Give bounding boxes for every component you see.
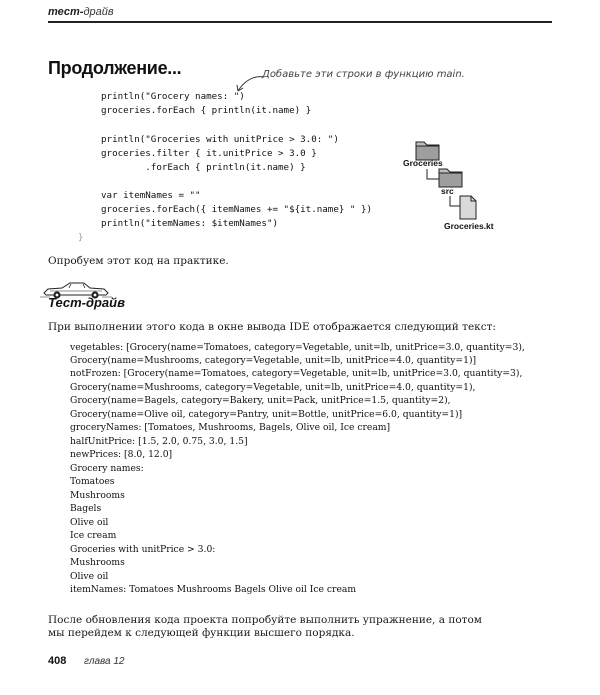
output-line: vegetables: [Grocery(name=Tomatoes, category=Vegetable, unit=lb, unitPrice=3.0, quantity=3), — [70, 342, 525, 353]
output-line: newPrices: [8.0, 12.0] — [70, 449, 173, 460]
file-icon — [460, 196, 476, 219]
output-line: notFrozen: [Grocery(name=Tomatoes, category=Vegetable, unit=lb, unitPrice=3.0, quantity=3), — [70, 368, 523, 379]
code-line: groceries.forEach { println(it.name) } — [101, 105, 312, 116]
page-number: 408 — [48, 655, 67, 667]
file-label-groceries-kt: Groceries.kt — [444, 221, 494, 231]
output-line: halfUnitPrice: [1.5, 2.0, 0.75, 3.0, 1.5] — [70, 436, 248, 447]
folder-label-src: src — [441, 186, 454, 196]
code-line: println("itemNames: $itemNames") — [101, 218, 279, 229]
closing-paragraph-line: После обновления кода проекта попробуйте выполнить упражнение, а потом — [48, 614, 482, 626]
output-line: Olive oil — [70, 517, 109, 528]
code-closing-brace: } — [78, 233, 84, 243]
folder-icon — [439, 169, 462, 187]
header-rule — [48, 21, 552, 23]
folder-label-groceries: Groceries — [403, 158, 443, 168]
output-line: Ice cream — [70, 530, 117, 541]
test-drive-intro: При выполнении этого кода в окне вывода IDE отображается следующий текст: — [48, 321, 496, 333]
output-line: Mushrooms — [70, 490, 125, 501]
output-line: Bagels — [70, 503, 102, 514]
code-line: .forEach { println(it.name) } — [101, 162, 306, 173]
output-line: Olive oil — [70, 571, 109, 582]
code-annotation: Добавьте эти строки в функцию main. — [262, 69, 465, 80]
chapter-label: глава 12 — [84, 656, 125, 667]
output-line: itemNames: Tomatoes Mushrooms Bagels Olive oil Ice cream — [70, 584, 357, 595]
closing-paragraph-line: мы перейдем к следующей функции высшего порядка. — [48, 627, 355, 639]
try-it-text: Опробуем этот код на практике. — [48, 255, 229, 267]
output-line: Grocery(name=Mushrooms, category=Vegetable, unit=lb, unitPrice=4.0, quantity=1), — [70, 382, 476, 393]
test-drive-title: Тест-драйв — [48, 295, 125, 310]
output-line: Grocery(name=Mushrooms, category=Vegetable, unit=lb, unitPrice=4.0, quantity=1)] — [70, 355, 477, 366]
output-line: Groceries with unitPrice > 3.0: — [70, 544, 216, 555]
code-line: println("Groceries with unitPrice > 3.0: ") — [101, 134, 339, 145]
header-tag-light: драйв — [83, 6, 114, 18]
folder-tree-diagram — [404, 138, 504, 233]
header-tag-bold: тест- — [48, 6, 84, 18]
output-line: Tomatoes — [70, 476, 115, 487]
output-line: Grocery(name=Bagels, category=Bakery, unit=Pack, unitPrice=1.5, quantity=2), — [70, 395, 451, 406]
code-line: groceries.filter { it.unitPrice > 3.0 } — [101, 148, 317, 159]
section-title: Продолжение... — [48, 58, 182, 78]
output-line: groceryNames: [Tomatoes, Mushrooms, Bagels, Olive oil, Ice cream] — [70, 422, 391, 433]
code-line: println("Grocery names: ") — [101, 91, 245, 102]
output-line: Mushrooms — [70, 557, 125, 568]
code-line: groceries.forEach({ itemNames += "${it.name} " }) — [101, 204, 373, 215]
output-line: Grocery names: — [70, 463, 144, 474]
code-line: var itemNames = "" — [101, 190, 201, 201]
output-line: Grocery(name=Olive oil, category=Pantry, unit=Bottle, unitPrice=6.0, quantity=1)] — [70, 409, 463, 420]
running-header — [48, 6, 114, 18]
